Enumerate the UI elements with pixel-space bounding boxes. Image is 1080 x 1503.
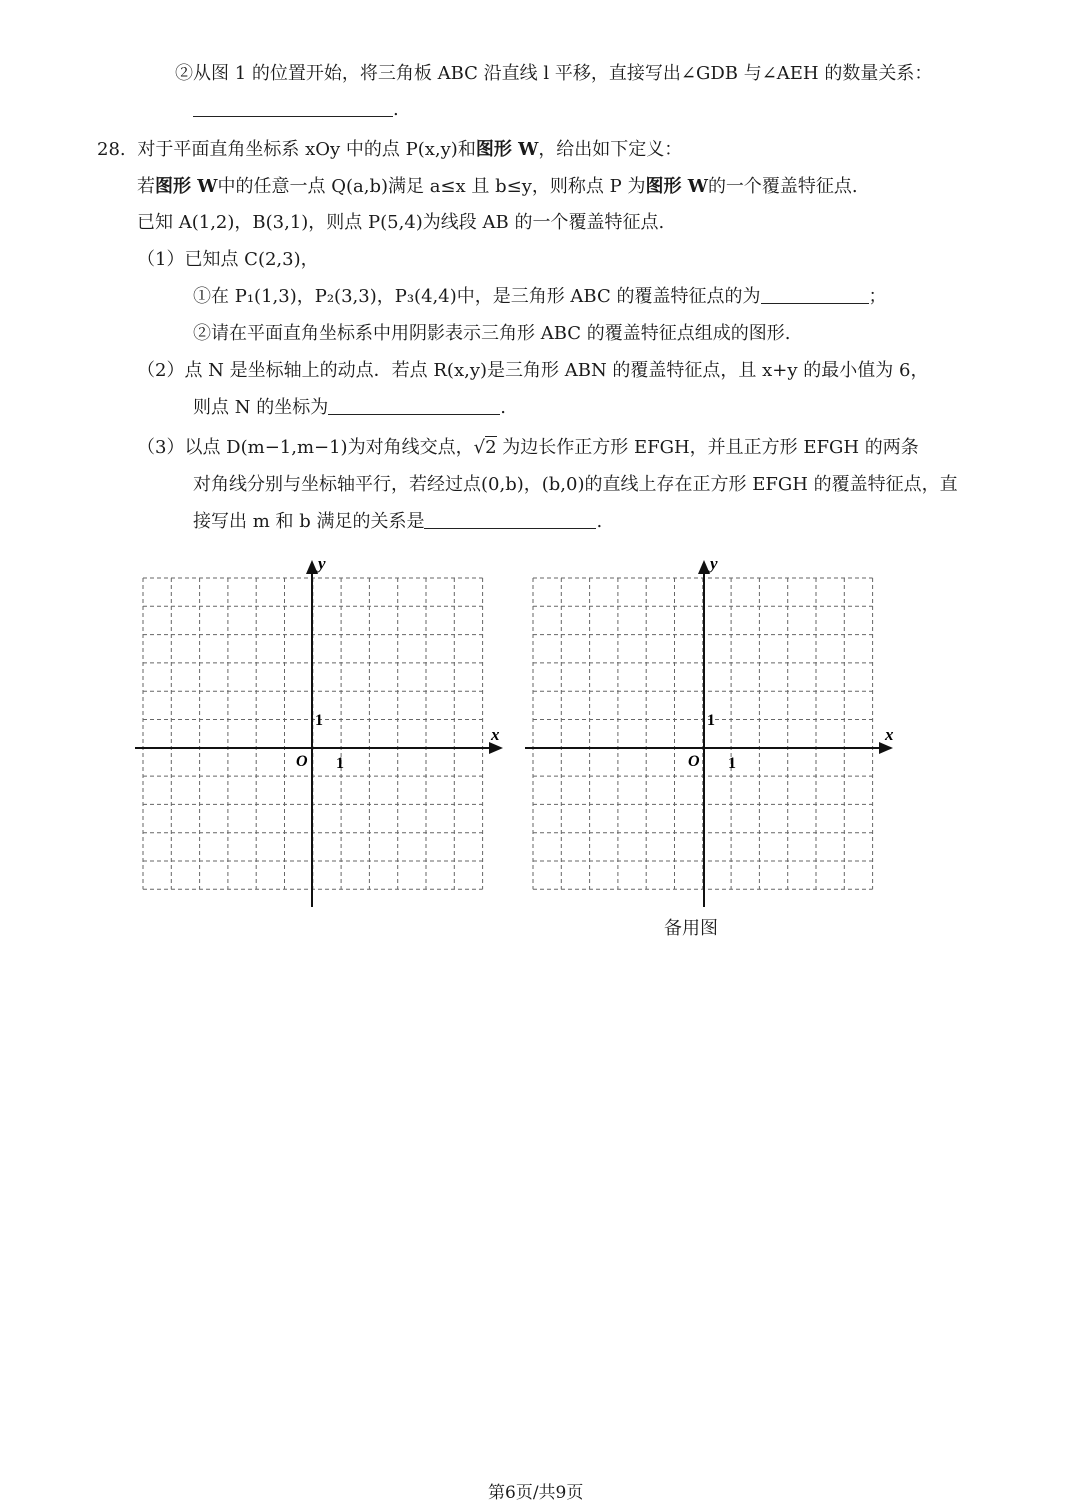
y-axis-arrow: [306, 560, 318, 574]
part3-line1: （3）以点 D(m−1,m−1)为对角线交点，√2 为边长作正方形 EFGH，并且正方形 EFGH 的两条: [137, 437, 919, 458]
y-tick-label: 1: [707, 712, 715, 729]
part2-line2: 则点 N 的坐标为 .: [193, 397, 506, 418]
part1-sub1: ①在 P₁(1,3)，P₂(3,3)，P₃(4,4)中，是三角形 ABC 的覆盖特征点的为 ；: [193, 286, 887, 307]
x-axis-label: x: [491, 725, 500, 744]
part1-label: （1）已知点 C(2,3)，: [137, 249, 319, 270]
question-example: 已知 A(1,2)，B(3,1)，则点 P(5,4)为线段 AB 的一个覆盖特征点.: [137, 212, 665, 233]
prev-question-item2: ②从图 1 的位置开始，将三角板 ABC 沿直线 l 平移，直接写出∠GDB 与∠AEH 的数量关系：: [175, 63, 933, 84]
question-number: 28.: [97, 139, 126, 160]
part3-line2: 对角线分别与坐标轴平行，若经过点(0,b)，(b,0)的直线上存在正方形 EFGH 的覆盖特征点，直: [193, 474, 958, 495]
coordinate-grid-left: [125, 550, 515, 920]
y-axis-label: y: [318, 554, 326, 573]
part1-answer-blank[interactable]: [761, 285, 869, 304]
y-axis-arrow: [698, 560, 710, 574]
backup-caption: 备用图: [664, 918, 718, 939]
part2-line1: （2）点 N 是坐标轴上的动点．若点 R(x,y)是三角形 ABN 的覆盖特征点，且 x+y 的最小值为 6，: [137, 360, 929, 381]
x-tick-label: 1: [728, 755, 736, 772]
coordinate-grid-right: [515, 550, 905, 920]
part3-answer-blank[interactable]: [424, 510, 596, 529]
sqrt-two: √2: [473, 437, 497, 458]
origin-label: O: [296, 753, 308, 770]
y-tick-label: 1: [315, 712, 323, 729]
x-tick-label: 1: [336, 755, 344, 772]
y-axis-label: y: [710, 554, 718, 573]
page-footer: 第6页/共9页: [488, 1483, 584, 1503]
part3-line3: 接写出 m 和 b 满足的关系是 .: [193, 511, 603, 532]
part2-answer-blank[interactable]: [328, 396, 500, 415]
x-axis-label: x: [885, 725, 894, 744]
question-definition: 若图形 W中的任意一点 Q(a,b)满足 a≤x 且 b≤y，则称点 P 为图形 W的一个覆盖特征点.: [137, 176, 858, 197]
prev-question-answer: .: [193, 98, 399, 122]
grid-lines: [533, 578, 873, 889]
question-intro: 28. 对于平面直角坐标系 xOy 中的点 P(x,y)和图形 W，给出如下定义：: [97, 139, 683, 160]
part1-sub2: ②请在平面直角坐标系中用阴影表示三角形 ABC 的覆盖特征点组成的图形.: [193, 323, 791, 344]
origin-label: O: [688, 753, 700, 770]
answer-blank[interactable]: [193, 98, 393, 117]
